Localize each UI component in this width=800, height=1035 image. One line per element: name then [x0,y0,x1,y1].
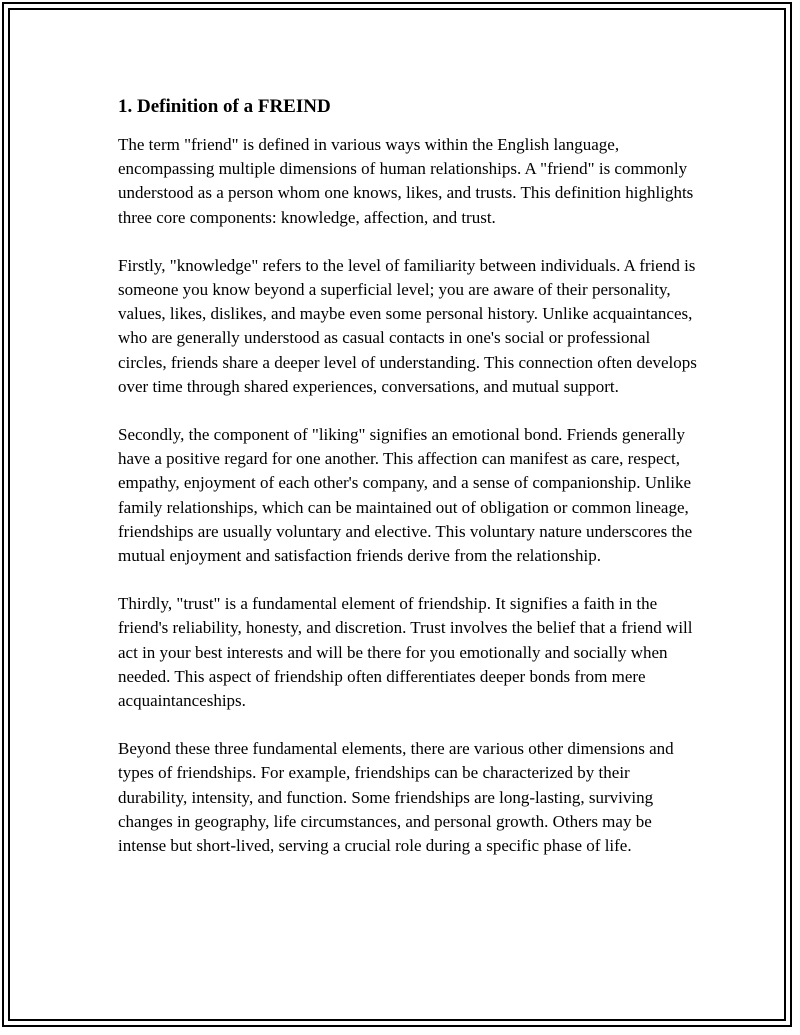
section-heading: 1. Definition of a FREIND [118,96,331,117]
paragraph-intro: The term "friend" is defined in various ways within the English language, encompassing multiple dimensions of human relationships. A "friend" is commonly understood as a person whom one knows, likes, and trusts. This definition highlights three core components: knowledge, affection, and trust. [118,135,694,227]
paragraph-knowledge: Firstly, "knowledge" refers to the level of familiarity between individuals. A friend is someone you know beyond a superficial level; you are aware of their personality, values, likes, dislikes, and maybe even some personal history. Unlike acquaintances, who are generally understood as casual contacts in one's social or professional circles, friends share a deeper level of understanding. This connection often develops over time through shared experiences, conversations, and mutual support. [118,255,697,396]
paragraph-liking: Secondly, the component of "liking" signifies an emotional bond. Friends generally have a positive regard for one another. This affection can manifest as care, respect, empathy, enjoyment of each other's company, and a sense of companionship. Unlike family relationships, which can be maintained out of obligation or common lineage, friendships are usually voluntary and elective. This voluntary nature underscores the mutual enjoyment and satisfaction friends derive from the relationship. [118,425,693,566]
paragraph-types: Beyond these three fundamental elements, there are various other dimensions and types of friendships. For example, friendships can be characterized by their durability, intensity, and function. Some friendships are long-lasting, surviving changes in geography, life circumstances, and personal growth. Others may be intense but short-lived, serving a crucial role during a specific phase of life. [118,739,674,856]
paragraph-trust: Thirdly, "trust" is a fundamental element of friendship. It signifies a faith in the friend's reliability, honesty, and discretion. Trust involves the belief that a friend will act in your best interests and will be there for you emotionally and socially when needed. This aspect of friendship often differentiates deeper bonds from mere acquaintanceships. [118,594,693,711]
document-body [118,95,698,882]
